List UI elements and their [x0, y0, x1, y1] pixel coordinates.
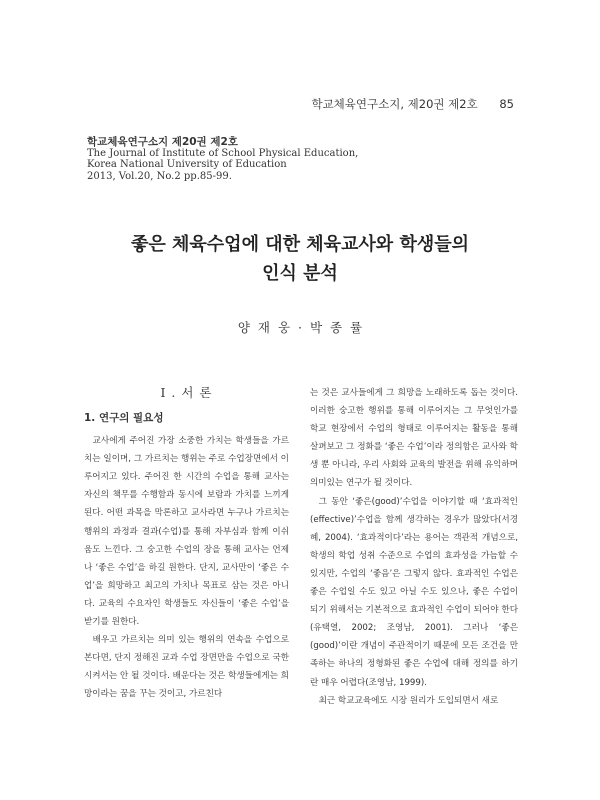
- page-number: 85: [499, 97, 514, 111]
- running-header: [311, 96, 514, 112]
- title-line-2: 인식 분석: [262, 263, 338, 284]
- citation: 2013, Vol.20, No.2 pp.85-99.: [87, 170, 232, 182]
- title-line-1: 좋은 체육수업에 대한 체육교사와 학생들의: [130, 234, 470, 255]
- journal-name: 학교체육연구소지, 제20권 제2호: [311, 97, 478, 111]
- section-title: I . 서 론: [160, 385, 213, 400]
- journal-en-line-2: Korea National University of Education: [87, 159, 287, 171]
- journal-meta: [87, 137, 387, 182]
- journal-ko-line: 학교체육연구소지 제20권 제2호: [87, 136, 238, 148]
- paragraph: 교사에게 주어진 가장 소중한 가치는 학생들을 가르치는 일이며, 그 가르치는 행위는 주로 수업장면에서 이루어지고 있다. 주어진 한 시간의 수업을 통해 교사는 자신의 책무를 수행함과 동시에 보람과 가치를 느끼게 된다. 어떤 과목을 막론하고 교사라면 누구나 가르치는 행위의 과정과 결과(수업)를 통해 자부심과 함께 이쉬움도 느낀다. 그 숭고한 수업의 장을 통해 교사는 언제나 ‘좋은 수업’을 하길 원한다. 단지, 교사만이 ‘좋은 수업’을 희망하고 최고의 가치나 목표로 삼는 것은 아니다. 교육의 수요자인 학생들도 자신들이 ‘좋은 수업’을 받기를 원한다.: [84, 436, 289, 628]
- subsection-title: 1. 연구의 필요성: [84, 412, 164, 425]
- journal-en-line-1: The Journal of Institute of School Physical Education,: [87, 148, 359, 160]
- authors: 양 재 웅 · 박 종 률: [237, 320, 363, 335]
- paragraph: 배우고 가르치는 의미 있는 행위의 연속을 수업으로 본다면, 단지 정해진 교과 수업 장면만을 수업으로 국한시켜서는 안 될 것이다. 배운다는 것은 학생들에게는 희망이라는 꿈을 꾸는 것이고, 가르친다: [84, 635, 289, 700]
- paragraph: 그 동안 ‘좋은(good)’수업을 이야기할 때 ‘효과적인(effective)’수업을 함께 생각하는 경우가 많았다(서경혜, 2004). ‘효과적이다’라는 용어는 객관적 개념으로, 학생의 학업 성취 수준으로 수업의 효과성을 가늠할 수 있지만, 수업의 ‘좋음’은 그렇지 않다. 효과적인 수업은 좋은 수업일 수도 있고 아닐 수도 있으나, 좋은 수업이 되기 위해서는 기본적으로 효과적인 수업이 되어야 한다(유택열, 2002; 조영남, 2001). 그러나 ‘좋은(good)’이란 개념이 주관적이기 때문에 모든 조건을 만족하는 하나의 정형화된 좋은 수업에 대해 정의를 하기란 매우 어렵다(조영남, 1999).: [310, 496, 518, 688]
- paragraph: 최근 학교교육에도 시장 원리가 도입되면서 새로: [318, 695, 499, 706]
- paper-title: [0, 230, 600, 288]
- paragraph: 는 것은 교사들에게 그 희망을 노래하도록 돕는 것이다. 이러한 숭고한 행위를 통해 이루어지는 그 무엇인가를 학교 현장에서 수업의 형태로 이루어지는 활동을 통해 살펴보고 그 정화를 ‘좋은 수업’이라 정의함은 교사와 학생 뿐 아니라, 우리 사회와 교육의 발전을 위해 유익하며 의미있는 연구가 될 것이다.: [310, 388, 518, 489]
- right-column: [310, 384, 518, 710]
- left-column: [84, 384, 289, 704]
